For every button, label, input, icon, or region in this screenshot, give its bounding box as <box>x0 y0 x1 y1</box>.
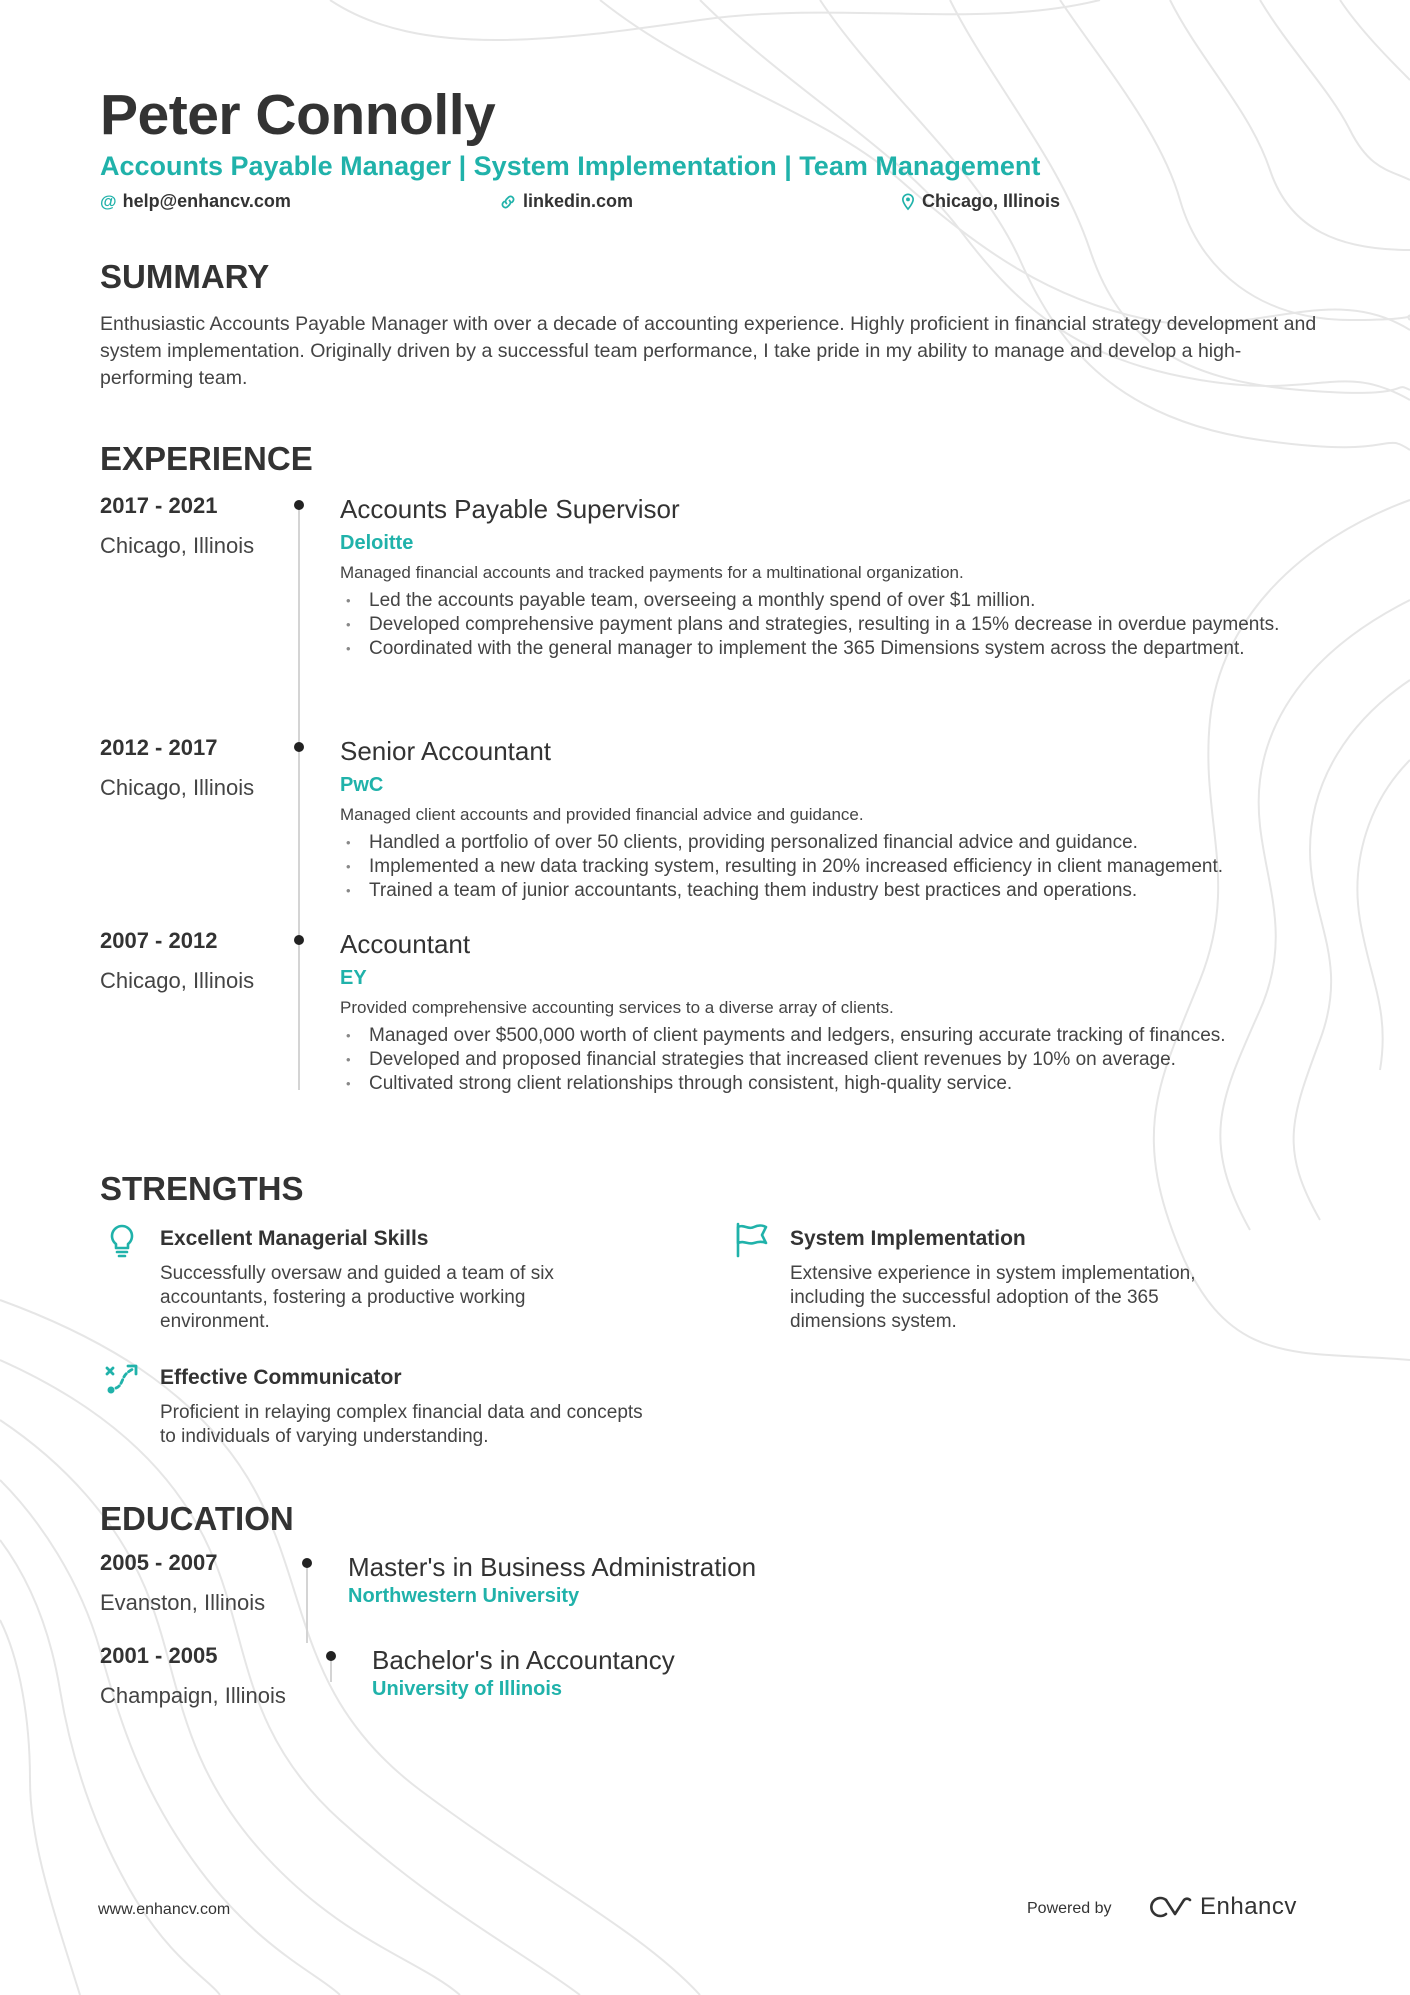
enhancv-logo[interactable] <box>1146 1893 1297 1921</box>
experience-role: Accounts Payable Supervisor <box>340 494 680 524</box>
contact-email[interactable] <box>100 191 291 212</box>
strength-title: Excellent Managerial Skills <box>160 1227 429 1250</box>
experience-description: Managed client accounts and provided financial advice and guidance. <box>340 805 864 824</box>
experience-bullets <box>340 589 1320 661</box>
summary-text: Enthusiastic Accounts Payable Manager with over a decade of accounting experience. Highly proficient in financial strategy development and system implementation. Originally driven by a successful team performance, I take pride in my ability to manage and develop a high-performing team. <box>100 313 1317 389</box>
contact-location <box>900 191 1060 212</box>
enhancv-logo-icon <box>1146 1894 1194 1920</box>
list-item: • Coordinated with the general manager to implement the 365 Dimensions system across the department. <box>340 637 1320 661</box>
experience-role: Accountant <box>340 929 471 959</box>
strength-description: Extensive experience in system implementation, including the successful adoption of the 365 dimensions system. <box>790 1263 1196 1332</box>
list-item: • Trained a team of junior accountants, teaching them industry best practices and operations. <box>340 879 1320 903</box>
strength-description: Proficient in relaying complex financial data and concepts to individuals of varying understanding. <box>160 1402 643 1447</box>
list-item: • Cultivated strong client relationships through consistent, high-quality service. <box>340 1072 1320 1096</box>
education-dates: 2005 - 2007 <box>100 1550 218 1575</box>
experience-role: Senior Accountant <box>340 736 552 766</box>
experience-bullets <box>340 1024 1320 1096</box>
footer-url[interactable]: www.enhancv.com <box>98 1901 231 1918</box>
experience-description: Managed financial accounts and tracked payments for a multinational organization. <box>340 563 964 582</box>
strategy-icon <box>104 1362 140 1398</box>
timeline-dot <box>302 1558 312 1568</box>
strength-title: Effective Communicator <box>160 1366 402 1389</box>
list-item: • Developed and proposed financial strategies that increased client revenues by 10% on average. <box>340 1048 1320 1072</box>
education-timeline <box>306 1563 308 1643</box>
experience-location: Chicago, Illinois <box>100 533 255 558</box>
at-icon: @ <box>100 191 117 211</box>
education-degree: Bachelor's in Accountancy <box>372 1645 675 1675</box>
timeline-dot <box>294 742 304 752</box>
contact-linkedin[interactable] <box>499 191 633 212</box>
timeline-dot <box>294 500 304 510</box>
strength-description: Successfully oversaw and guided a team of six accountants, fostering a productive working environment. <box>160 1263 554 1332</box>
powered-by-label: Powered by <box>1027 1900 1112 1917</box>
list-item: • Developed comprehensive payment plans and strategies, resulting in a 15% decrease in overdue payments. <box>340 613 1320 637</box>
experience-company: Deloitte <box>340 532 414 554</box>
education-dates: 2001 - 2005 <box>100 1643 218 1668</box>
education-school: Northwestern University <box>348 1585 580 1607</box>
candidate-name: Peter Connolly <box>100 83 496 147</box>
experience-location: Chicago, Illinois <box>100 775 255 800</box>
education-degree: Master's in Business Administration <box>348 1552 757 1582</box>
experience-description: Provided comprehensive accounting services to a diverse array of clients. <box>340 998 894 1017</box>
candidate-headline: Accounts Payable Manager | System Implementation | Team Management <box>100 151 1041 181</box>
list-item: • Implemented a new data tracking system, resulting in 20% increased efficiency in client management. <box>340 855 1320 879</box>
experience-location: Chicago, Illinois <box>100 968 255 993</box>
map-pin-icon <box>900 193 916 211</box>
education-location: Evanston, Illinois <box>100 1590 266 1615</box>
experience-company: EY <box>340 967 367 989</box>
summary-title: SUMMARY <box>100 258 270 295</box>
timeline-dot <box>326 1651 336 1661</box>
linkedin-text: linkedin.com <box>523 191 634 211</box>
strength-title: System Implementation <box>790 1227 1026 1250</box>
education-location: Champaign, Illinois <box>100 1683 286 1708</box>
education-title: EDUCATION <box>100 1500 294 1537</box>
strengths-title: STRENGTHS <box>100 1170 304 1207</box>
list-item: • Managed over $500,000 worth of client payments and ledgers, ensuring accurate tracking of finances. <box>340 1024 1320 1048</box>
list-item: • Led the accounts payable team, overseeing a monthly spend of over $1 million. <box>340 589 1320 613</box>
link-icon <box>499 193 517 211</box>
experience-bullets <box>340 831 1320 903</box>
experience-dates: 2017 - 2021 <box>100 493 218 518</box>
lightbulb-icon <box>104 1222 140 1258</box>
location-text: Chicago, Illinois <box>922 191 1061 211</box>
email-text: help@enhancv.com <box>122 191 291 211</box>
experience-title: EXPERIENCE <box>100 440 313 477</box>
flag-icon <box>734 1222 770 1258</box>
experience-timeline <box>298 504 300 1090</box>
timeline-dot <box>294 935 304 945</box>
experience-company: PwC <box>340 774 384 796</box>
experience-dates: 2012 - 2017 <box>100 735 218 760</box>
experience-dates: 2007 - 2012 <box>100 928 218 953</box>
education-school: University of Illinois <box>372 1678 563 1700</box>
list-item: • Handled a portfolio of over 50 clients, providing personalized financial advice and guidance. <box>340 831 1320 855</box>
enhancv-logo-text: Enhancv <box>1200 1893 1297 1920</box>
